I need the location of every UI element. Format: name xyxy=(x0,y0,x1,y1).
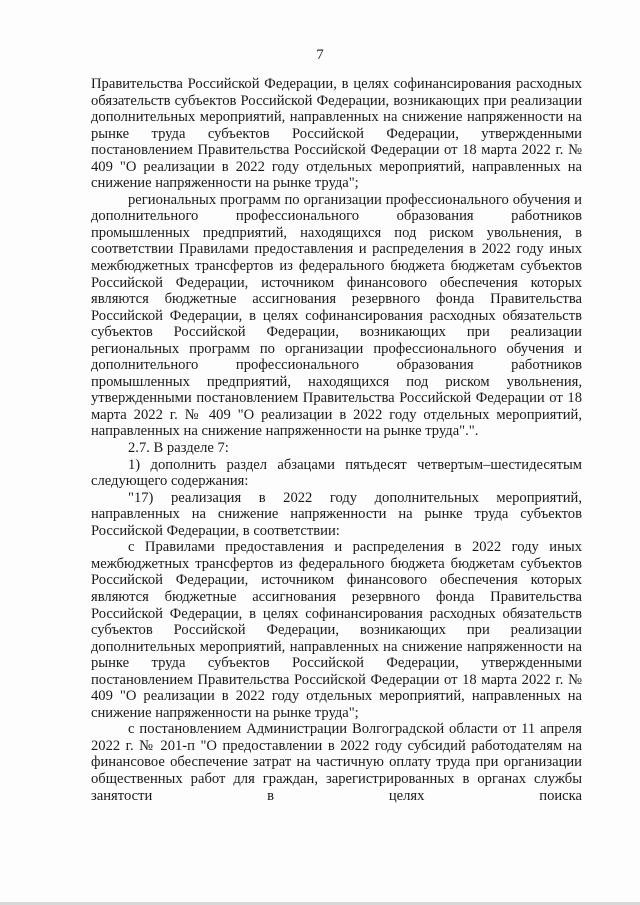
paragraph-4: 1) дополнить раздел абзацами пятьдесят четвертым–шестидесятым следующего содержания: xyxy=(91,456,582,490)
paragraph-7: с постановлением Администрации Волгоградской области от 11 апреля 2022 г. № 201-п "О предоставлении в 2022 году субсидий работодателям на финансовое обеспечение затрат на частичную оплату труда при организации общественных работ для граждан, зарегистрированных в органах службы занятости в целях поиска xyxy=(91,721,582,804)
paragraph-2: региональных программ по организации профессионального обучения и дополнительного профессионального образования работников промышленных предприятий, находящихся под риском увольнения, в соответствии Правилами предоставления и распределения в 2022 году иных межбюджетных трансфертов из федерального бюджета бюджетам субъектов Российской Федерации, источником финансового обеспечения которых являются бюджетные ассигнования резервного фонда Правительства Российской Федерации, в целях софинансирования расходных обязательств субъектов Российской Федерации, возникающих при реализации региональных программ по организации профессионального обучения и дополнительного профессионального образования работников промышленных предприятий, находящихся под риском увольнения, утвержденными постановлением Правительства Российской Федерации от 18 марта 2022 г. № 409 "О реализации в 2022 году отдельных мероприятий, направленных на снижение напряженности на рынке труда".". xyxy=(91,191,582,440)
page-number: 7 xyxy=(316,47,324,63)
paragraph-6: с Правилами предоставления и распределения в 2022 году иных межбюджетных трансфертов из федерального бюджета бюджетам субъектов Российской Федерации, источником финансового обеспечения которых являются бюджетные ассигнования резервного фонда Правительства Российской Федерации, в целях софинансирования расходных обязательств субъектов Российской Федерации, возникающих при реализации дополнительных мероприятий, направленных на снижение напряженности на рынке труда субъектов Российской Федерации, утвержденными постановлением Правительства Российской Федерации от 18 марта 2022 г. № 409 "О реализации в 2022 году отдельных мероприятий, направленных на снижение напряженности на рынке труда"; xyxy=(91,539,582,721)
paragraph-1: Правительства Российской Федерации, в целях софинансирования расходных обязательств субъектов Российской Федерации, возникающих при реализации дополнительных мероприятий, направленных на снижение напряженности на рынке труда субъектов Российской Федерации, утвержденными постановлением Правительства Российской Федерации от 18 марта 2022 г. № 409 "О реализации в 2022 году отдельных мероприятий, направленных на снижение напряженности на рынке труда"; xyxy=(91,76,582,192)
paragraph-3-section-heading: 2.7. В разделе 7: xyxy=(128,440,229,457)
document-body xyxy=(91,76,582,804)
paragraph-5: "17) реализация в 2022 году дополнительных мероприятий, направленных на снижение напряженности на рынке труда субъектов Российской Федерации, в соответствии: xyxy=(91,489,582,539)
